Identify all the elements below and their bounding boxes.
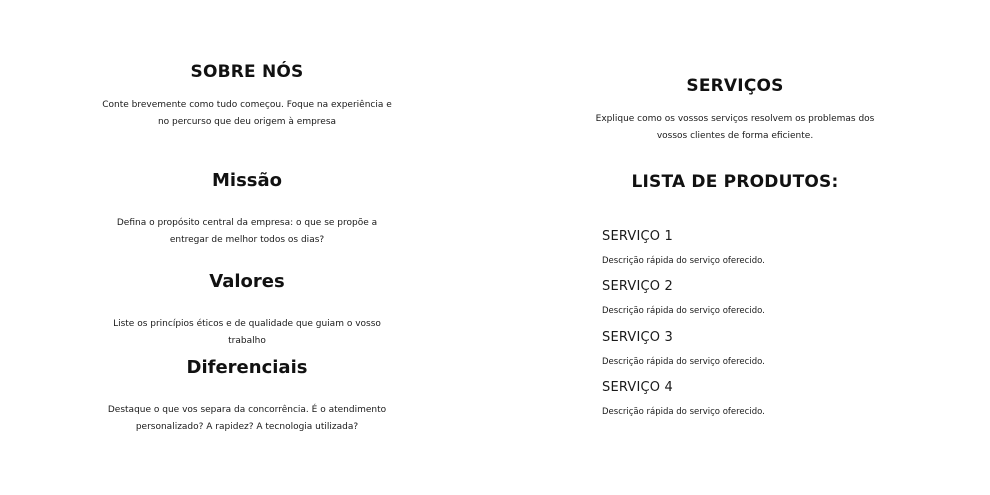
differentials-text: Destaque o que vos separa da concorrência. É o atendimento personalizado? A rapidez? A tecnologia utilizada? xyxy=(107,405,387,432)
mission-title: Missão xyxy=(211,170,283,191)
service-1-desc: Descrição rápida do serviço oferecido. xyxy=(602,256,765,266)
mission-text: Defina o propósito central da empresa: o que se propõe a entregar de melhor todos os dias? xyxy=(116,218,378,245)
service-4-title: SERVIÇO 4 xyxy=(602,380,674,395)
services-text: Explique como os vossos serviços resolvem os problemas dos vossos clientes de forma eficiente. xyxy=(595,114,875,141)
service-2-title: SERVIÇO 2 xyxy=(602,279,674,294)
about-text: Conte brevemente como tudo começou. Foque na experiência e no percurso que deu origem à empresa xyxy=(102,100,392,127)
values-text: Liste os princípios éticos e de qualidade que guiam o vosso trabalho xyxy=(113,319,381,346)
service-2-desc: Descrição rápida do serviço oferecido. xyxy=(602,306,765,316)
product-list-title: LISTA DE PRODUTOS: xyxy=(631,172,839,192)
about-title: SOBRE NÓS xyxy=(190,62,304,82)
service-3-title: SERVIÇO 3 xyxy=(602,330,674,345)
service-4-desc: Descrição rápida do serviço oferecido. xyxy=(602,407,765,417)
values-title: Valores xyxy=(209,271,285,292)
differentials-title: Diferenciais xyxy=(186,357,308,378)
service-3-desc: Descrição rápida do serviço oferecido. xyxy=(602,357,765,367)
service-1-title: SERVIÇO 1 xyxy=(602,229,674,244)
services-title: SERVIÇOS xyxy=(686,76,784,96)
